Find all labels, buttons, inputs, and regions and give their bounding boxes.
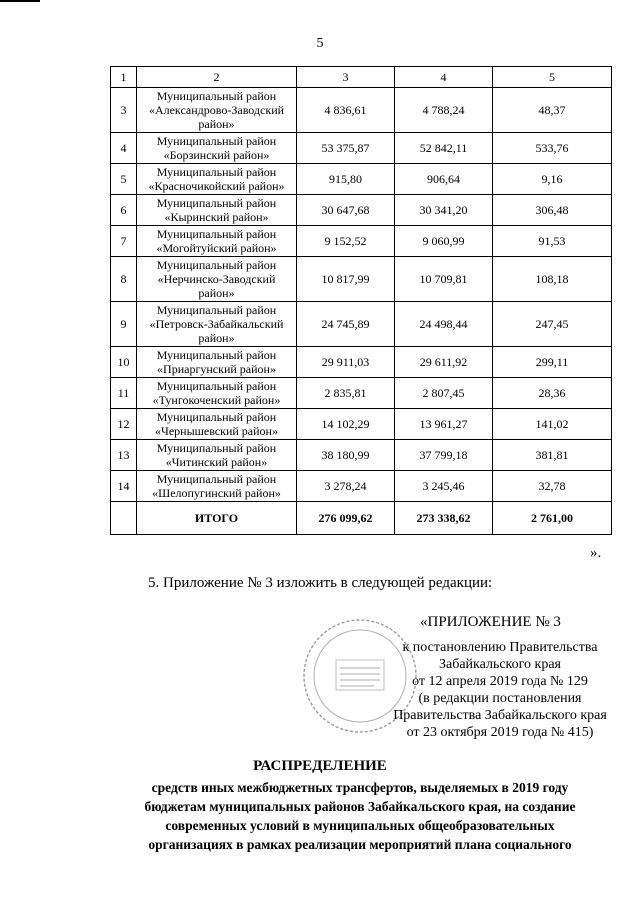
total-empty-cell — [111, 502, 137, 535]
district-name-line: «Петровск-Забайкальский — [149, 317, 284, 331]
district-name-cell — [137, 471, 297, 502]
value-col3: 30 647,68 — [297, 195, 395, 226]
subtitle-line: организациях в рамках реализации мероприятий плана социального — [148, 837, 572, 852]
value-col4: 10 709,81 — [395, 257, 493, 302]
table-row — [111, 409, 612, 440]
district-name-line: «Александрово-Заводский — [148, 103, 285, 117]
row-number: 9 — [111, 302, 137, 347]
district-name-cell — [137, 409, 297, 440]
value-col4: 3 245,46 — [395, 471, 493, 502]
value-col4: 906,64 — [395, 164, 493, 195]
district-name-line: Муниципальный район — [156, 348, 277, 362]
district-name-line: Муниципальный район — [156, 441, 277, 455]
value-col4: 24 498,44 — [395, 302, 493, 347]
row-number: 14 — [111, 471, 137, 502]
value-col3: 24 745,89 — [297, 302, 395, 347]
district-name-line: Муниципальный район — [156, 258, 277, 272]
table-row — [111, 302, 612, 347]
row-number: 8 — [111, 257, 137, 302]
appendix-line: (в редакции постановления — [418, 691, 582, 706]
district-name-line: «Борзинский район» — [163, 148, 270, 162]
value-col5: 299,11 — [493, 347, 612, 378]
district-name-cell — [137, 88, 297, 133]
row-number: 4 — [111, 133, 137, 164]
value-col3: 4 836,61 — [297, 88, 395, 133]
total-col5: 2 761,00 — [493, 502, 612, 535]
value-col5: 9,16 — [493, 164, 612, 195]
value-col5: 306,48 — [493, 195, 612, 226]
value-col4: 2 807,45 — [395, 378, 493, 409]
appendix-block — [380, 614, 620, 741]
district-name-cell — [137, 226, 297, 257]
value-col3: 14 102,29 — [297, 409, 395, 440]
table-row — [111, 88, 612, 133]
table-row — [111, 133, 612, 164]
value-col5: 381,81 — [493, 440, 612, 471]
district-name-line: «Могойтуйский район» — [156, 241, 277, 255]
header-cell: 1 — [111, 67, 137, 88]
value-col4: 29 611,92 — [395, 347, 493, 378]
table-row — [111, 257, 612, 302]
value-col5: 48,37 — [493, 88, 612, 133]
header-cell: 2 — [137, 67, 297, 88]
distribution-table — [110, 66, 612, 535]
value-col4: 9 060,99 — [395, 226, 493, 257]
district-name-line: Муниципальный район — [156, 89, 277, 103]
value-col3: 10 817,99 — [297, 257, 395, 302]
district-name-line: Муниципальный район — [156, 410, 277, 424]
district-name-line: район» — [198, 117, 235, 131]
subtitle-line: средств иных межбюджетных трансфертов, выделяемых в 2019 году — [151, 780, 569, 795]
district-name-line: «Чернышевский район» — [155, 424, 278, 438]
value-col3: 38 180,99 — [297, 440, 395, 471]
district-name-line: район» — [198, 331, 235, 345]
district-name-line: район» — [198, 286, 235, 300]
total-col4: 273 338,62 — [395, 502, 493, 535]
total-col3: 276 099,62 — [297, 502, 395, 535]
row-number: 12 — [111, 409, 137, 440]
value-col5: 28,36 — [493, 378, 612, 409]
row-number: 3 — [111, 88, 137, 133]
row-number: 6 — [111, 195, 137, 226]
district-name-line: «Кыринский район» — [164, 210, 269, 224]
table-total-row — [111, 502, 612, 535]
district-name-line: «Красночикойский район» — [148, 179, 285, 193]
appendix-line: от 23 октября 2019 года № 415) — [406, 725, 594, 740]
district-name-line: Муниципальный район — [156, 196, 277, 210]
header-cell: 5 — [493, 67, 612, 88]
appendix-line: от 12 апреля 2019 года № 129 — [412, 674, 588, 689]
value-col3: 915,80 — [297, 164, 395, 195]
row-number: 10 — [111, 347, 137, 378]
value-col5: 108,18 — [493, 257, 612, 302]
header-cell: 4 — [395, 67, 493, 88]
value-col5: 141,02 — [493, 409, 612, 440]
table-row — [111, 347, 612, 378]
value-col4: 37 799,18 — [395, 440, 493, 471]
value-col4: 13 961,27 — [395, 409, 493, 440]
district-name-cell — [137, 257, 297, 302]
value-col4: 4 788,24 — [395, 88, 493, 133]
total-label: ИТОГО — [137, 502, 297, 535]
district-name-line: «Читинский район» — [165, 455, 268, 469]
row-number: 7 — [111, 226, 137, 257]
document-subtitle — [100, 778, 620, 854]
district-name-line: «Тунгокоченский район» — [152, 393, 281, 407]
district-name-line: «Шелопугинский район» — [152, 486, 281, 500]
value-col5: 247,45 — [493, 302, 612, 347]
row-number: 5 — [111, 164, 137, 195]
value-col3: 2 835,81 — [297, 378, 395, 409]
table-header-row — [111, 67, 612, 88]
header-cell: 3 — [297, 67, 395, 88]
district-name-line: «Нерчинско-Заводский — [157, 272, 276, 286]
value-col5: 32,78 — [493, 471, 612, 502]
document-title: РАСПРЕДЕЛЕНИЕ — [253, 758, 387, 774]
district-name-cell — [137, 302, 297, 347]
appendix-line: Правительства Забайкальского края — [393, 708, 607, 723]
district-name-cell — [137, 378, 297, 409]
subtitle-line: современных условий в муниципальных общеобразовательных — [165, 818, 555, 833]
table-row — [111, 195, 612, 226]
appendix-caption: «ПРИЛОЖЕНИЕ № 3 — [420, 614, 561, 630]
table-row — [111, 378, 612, 409]
district-name-cell — [137, 164, 297, 195]
item-5-text: 5. Приложение № 3 изложить в следующей редакции: — [148, 575, 493, 591]
appendix-line: Забайкальского края — [438, 657, 561, 672]
value-col5: 91,53 — [493, 226, 612, 257]
table-row — [111, 471, 612, 502]
value-col3: 29 911,03 — [297, 347, 395, 378]
top-edge-mark — [0, 0, 40, 2]
closing-quote: ». — [590, 545, 602, 561]
district-name-cell — [137, 133, 297, 164]
row-number: 13 — [111, 440, 137, 471]
district-name-cell — [137, 440, 297, 471]
district-name-line: Муниципальный район — [156, 379, 277, 393]
district-name-line: Муниципальный район — [156, 134, 277, 148]
value-col3: 9 152,52 — [297, 226, 395, 257]
district-name-cell — [137, 347, 297, 378]
district-name-line: Муниципальный район — [156, 303, 277, 317]
subtitle-line: бюджетам муниципальных районов Забайкальского края, на создание — [144, 799, 576, 814]
value-col4: 30 341,20 — [395, 195, 493, 226]
value-col5: 533,76 — [493, 133, 612, 164]
district-name-line: Муниципальный район — [156, 472, 277, 486]
row-number: 11 — [111, 378, 137, 409]
district-name-line: «Приаргунский район» — [157, 362, 276, 376]
value-col4: 52 842,11 — [395, 133, 493, 164]
appendix-line: к постановлению Правительства — [402, 640, 598, 655]
value-col3: 53 375,87 — [297, 133, 395, 164]
page-number: 5 — [316, 36, 324, 51]
table-row — [111, 440, 612, 471]
district-name-line: Муниципальный район — [156, 165, 277, 179]
table-row — [111, 164, 612, 195]
district-name-line: Муниципальный район — [156, 227, 277, 241]
value-col3: 3 278,24 — [297, 471, 395, 502]
district-name-cell — [137, 195, 297, 226]
table-row — [111, 226, 612, 257]
